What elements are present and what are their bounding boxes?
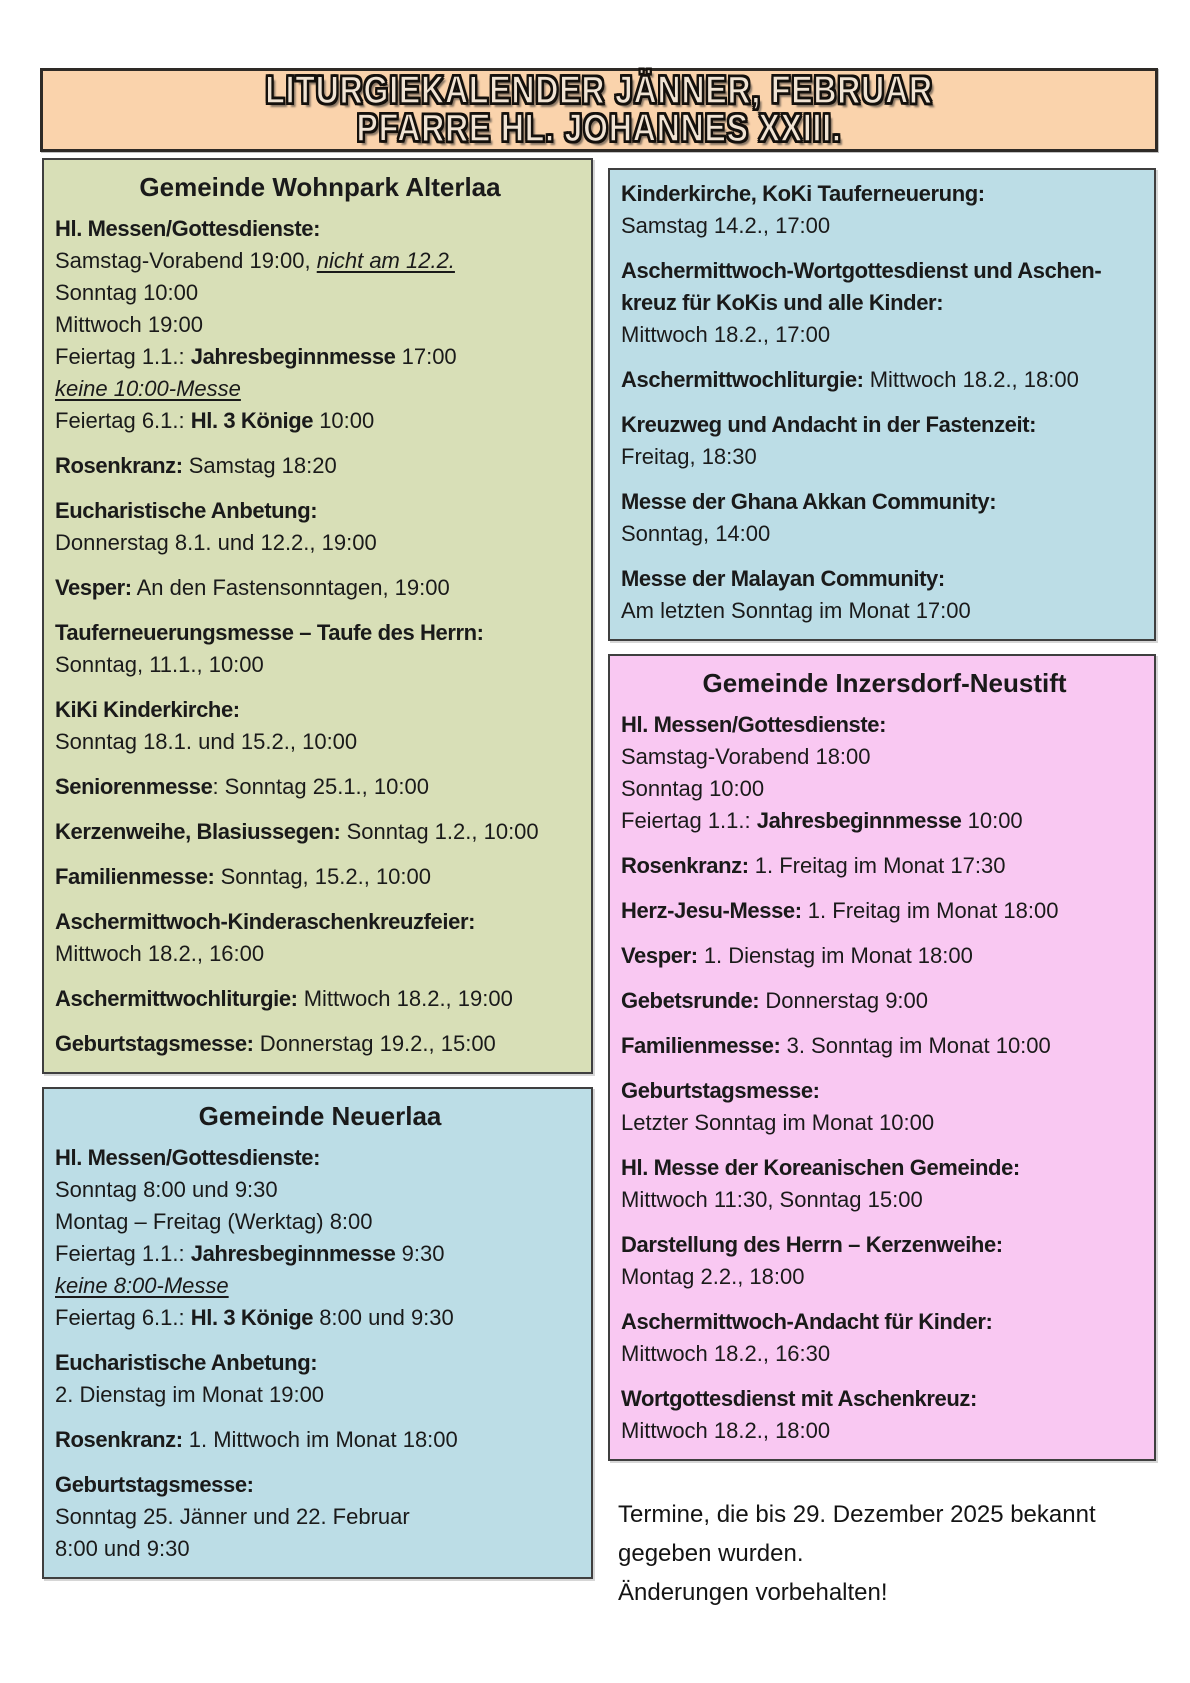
schedule-line (55, 1302, 585, 1334)
schedule-line (55, 1533, 585, 1565)
schedule-line (621, 563, 1148, 595)
box-gemeinde-neuerlaa (42, 1087, 593, 1579)
schedule-line (55, 1469, 585, 1501)
schedule-entry (55, 450, 585, 482)
schedule-line (621, 441, 1148, 473)
text-segment: 17:00 (395, 344, 457, 369)
text-segment: Rosenkranz: (621, 853, 749, 878)
schedule-entry (621, 178, 1148, 242)
box-entries (55, 213, 585, 1060)
text-segment: Sonntag 18.1. und 15.2., 10:00 (55, 729, 358, 754)
text-segment: Donnerstag 9:00 (759, 988, 929, 1013)
schedule-line (55, 1270, 585, 1302)
text-segment: Mittwoch 18.2., 16:00 (55, 941, 265, 966)
text-segment: Donnerstag 8.1. und 12.2., 19:00 (55, 530, 377, 555)
text-segment: Freitag, 18:30 (621, 444, 757, 469)
text-segment: Sonntag 8:00 und 9:30 (55, 1177, 278, 1202)
text-segment: Sonntag 10:00 (621, 776, 765, 801)
schedule-entry (55, 617, 585, 681)
text-segment: Kinderkirche, KoKi Tauferneuerung: (621, 181, 985, 206)
header-title-line1: LITURGIEKALENDER JÄNNER, FEBRUAR (265, 69, 933, 112)
box-kinderkirche-koki (608, 168, 1156, 641)
text-segment: Rosenkranz: (55, 453, 183, 478)
schedule-line (55, 1379, 585, 1411)
text-segment: Aschermittwochliturgie: (621, 367, 864, 392)
text-segment: Aschermittwoch-Wortgottesdienst und Aschen- (621, 258, 1102, 283)
schedule-entry (55, 1028, 585, 1060)
schedule-line (621, 486, 1148, 518)
text-segment: Aschermittwochliturgie: (55, 986, 298, 1011)
text-segment: Tauferneuerungsmesse – Taufe des Herrn: (55, 620, 484, 645)
text-segment: Mittwoch 11:30, Sonntag 15:00 (621, 1187, 923, 1212)
box-gemeinde-wohnpark-alterlaa (42, 158, 593, 1074)
text-segment: Mittwoch 19:00 (55, 312, 203, 337)
schedule-line (621, 985, 1148, 1017)
text-segment: Mittwoch 18.2., 18:00 (863, 367, 1079, 392)
text-segment: Gebetsrunde: (621, 988, 760, 1013)
text-segment: Hl. Messen/Gottesdienste: (55, 216, 321, 241)
text-segment: 1. Dienstag im Monat 18:00 (697, 943, 973, 968)
text-segment: Montag – Freitag (Werktag) 8:00 (55, 1209, 373, 1234)
schedule-line (621, 1383, 1148, 1415)
text-segment: Hl. Messen/Gottesdienste: (621, 712, 887, 737)
schedule-line (55, 649, 585, 681)
text-segment: Vesper: (621, 943, 698, 968)
text-segment: Feiertag 1.1.: (55, 344, 191, 369)
text-segment: Hl. 3 Könige (190, 1305, 314, 1330)
schedule-line (621, 518, 1148, 550)
schedule-line (621, 409, 1148, 441)
schedule-entry (55, 1142, 585, 1334)
schedule-line (621, 287, 1148, 319)
schedule-line (55, 1238, 585, 1270)
schedule-entry (55, 816, 585, 848)
schedule-entry (621, 364, 1148, 396)
text-segment: 3. Sonntag im Monat 10:00 (780, 1033, 1051, 1058)
text-segment: Kerzenweihe, Blasiussegen: (55, 819, 341, 844)
text-segment: Sonntag 10:00 (55, 280, 199, 305)
schedule-entry (621, 940, 1148, 972)
schedule-line (55, 617, 585, 649)
schedule-entry (621, 409, 1148, 473)
text-segment: Hl. Messen/Gottesdienste: (55, 1145, 321, 1170)
text-segment: Sonntag, 11.1., 10:00 (55, 652, 264, 677)
text-segment: Samstag 18:20 (182, 453, 337, 478)
schedule-line (55, 1501, 585, 1533)
text-segment: Eucharistische Anbetung: (55, 498, 318, 523)
text-segment: 10:00 (961, 808, 1023, 833)
text-segment: Kreuzweg und Andacht in der Fastenzeit: (621, 412, 1037, 437)
text-segment: nicht am 12.2. (316, 248, 455, 273)
text-segment: Darstellung des Herrn – Kerzenweihe: (621, 1232, 1003, 1257)
text-segment: Samstag-Vorabend 18:00 (621, 744, 871, 769)
text-segment: Messe der Malayan Community: (621, 566, 945, 591)
left-column (42, 158, 593, 1579)
schedule-entry (55, 694, 585, 758)
text-segment: Am letzten Sonntag im Monat 17:00 (621, 598, 971, 623)
text-segment: Seniorenmesse (55, 774, 213, 799)
schedule-line (55, 1174, 585, 1206)
text-segment: Feiertag 6.1.: (55, 1305, 191, 1330)
text-segment: 2. Dienstag im Monat 19:00 (55, 1382, 325, 1407)
schedule-line (55, 309, 585, 341)
text-segment: Samstag 14.2., 17:00 (621, 213, 831, 238)
text-segment: Hl. Messe der Koreanischen Gemeinde: (621, 1155, 1020, 1180)
text-segment: Vesper: (55, 575, 132, 600)
text-segment: Sonntag, 14:00 (621, 521, 771, 546)
schedule-line (55, 245, 585, 277)
header-title (265, 69, 933, 150)
schedule-line (621, 773, 1148, 805)
text-segment: Rosenkranz: (55, 1427, 183, 1452)
box-title-wohnpark-alterlaa: Gemeinde Wohnpark Alterlaa (139, 172, 501, 202)
text-segment: Aschermittwoch-Andacht für Kinder: (621, 1309, 993, 1334)
schedule-entry (621, 1152, 1148, 1216)
schedule-entry (621, 895, 1148, 927)
schedule-line (621, 1229, 1148, 1261)
text-segment: Montag 2.2., 18:00 (621, 1264, 805, 1289)
schedule-line (55, 1347, 585, 1379)
schedule-line (621, 1152, 1148, 1184)
box-entries (621, 709, 1148, 1447)
text-segment: Hl. 3 Könige (190, 408, 314, 433)
text-segment: keine 8:00-Messe (55, 1273, 229, 1298)
schedule-entry (621, 486, 1148, 550)
schedule-line (55, 1424, 585, 1456)
schedule-line (55, 527, 585, 559)
schedule-entry (55, 213, 585, 437)
text-segment: KiKi Kinderkirche: (55, 697, 240, 722)
schedule-entry (621, 1229, 1148, 1293)
text-segment: Geburtstagsmesse: (55, 1031, 254, 1056)
text-segment: Feiertag 1.1.: (621, 808, 757, 833)
text-segment: Sonntag 25. Jänner und 22. Februar (55, 1504, 410, 1529)
schedule-line (621, 1075, 1148, 1107)
schedule-line (621, 1338, 1148, 1370)
schedule-line (55, 277, 585, 309)
schedule-entry (55, 771, 585, 803)
text-segment: Sonntag 1.2., 10:00 (340, 819, 539, 844)
schedule-entry (621, 985, 1148, 1017)
footer-note (608, 1495, 1156, 1612)
schedule-line (55, 1142, 585, 1174)
schedule-line (621, 895, 1148, 927)
schedule-line (621, 178, 1148, 210)
schedule-line (621, 1107, 1148, 1139)
schedule-line (621, 595, 1148, 627)
text-segment: 8:00 und 9:30 (313, 1305, 454, 1330)
schedule-entry (621, 1030, 1148, 1062)
box-title-inzersdorf-neustift: Gemeinde Inzersdorf-Neustift (702, 668, 1067, 698)
schedule-line (55, 1028, 585, 1060)
text-segment: : Sonntag 25.1., 10:00 (212, 774, 429, 799)
schedule-line (621, 709, 1148, 741)
box-entries (621, 178, 1148, 627)
schedule-entry (55, 906, 585, 970)
text-segment: Feiertag 6.1.: (55, 408, 191, 433)
schedule-entry (55, 572, 585, 604)
schedule-line (55, 983, 585, 1015)
text-segment: 10:00 (313, 408, 375, 433)
schedule-entry (621, 563, 1148, 627)
text-segment: Geburtstagsmesse: (55, 1472, 254, 1497)
text-segment: Mittwoch 18.2., 19:00 (297, 986, 513, 1011)
schedule-entry (55, 1469, 585, 1565)
text-segment: Letzter Sonntag im Monat 10:00 (621, 1110, 935, 1135)
box-title-neuerlaa: Gemeinde Neuerlaa (198, 1101, 442, 1131)
schedule-line (55, 906, 585, 938)
header-banner (40, 68, 1158, 152)
schedule-line (621, 210, 1148, 242)
schedule-line (55, 213, 585, 245)
schedule-entry (621, 1075, 1148, 1139)
text-segment: Familienmesse: (621, 1033, 781, 1058)
text-segment: Geburtstagsmesse: (621, 1078, 820, 1103)
schedule-entry (621, 255, 1148, 351)
schedule-line (55, 861, 585, 893)
schedule-line (55, 726, 585, 758)
schedule-line (621, 1184, 1148, 1216)
text-segment: 1. Freitag im Monat 18:00 (801, 898, 1059, 923)
text-segment: Mittwoch 18.2., 16:30 (621, 1341, 831, 1366)
text-segment: Eucharistische Anbetung: (55, 1350, 318, 1375)
schedule-line (621, 850, 1148, 882)
schedule-line (55, 341, 585, 373)
schedule-entry (55, 983, 585, 1015)
text-segment: 1. Mittwoch im Monat 18:00 (182, 1427, 458, 1452)
schedule-line (621, 1261, 1148, 1293)
schedule-entry (55, 861, 585, 893)
schedule-line (621, 805, 1148, 837)
schedule-line (55, 694, 585, 726)
schedule-line (55, 495, 585, 527)
schedule-entry (55, 1424, 585, 1456)
text-segment: 8:00 und 9:30 (55, 1536, 190, 1561)
text-segment: Feiertag 1.1.: (55, 1241, 191, 1266)
schedule-line (55, 938, 585, 970)
text-segment: An den Fastensonntagen, 19:00 (131, 575, 450, 600)
footer-line: gegeben wurden. (618, 1540, 804, 1567)
schedule-line (621, 1030, 1148, 1062)
text-segment: Messe der Ghana Akkan Community: (621, 489, 997, 514)
schedule-line (55, 405, 585, 437)
schedule-line (55, 771, 585, 803)
header-title-line2: PFARRE HL. JOHANNES XXIII. (356, 107, 842, 150)
schedule-entry (55, 495, 585, 559)
schedule-entry (621, 1306, 1148, 1370)
schedule-line (55, 572, 585, 604)
schedule-line (55, 450, 585, 482)
footer-line: Änderungen vorbehalten! (618, 1579, 888, 1606)
text-segment: keine 10:00-Messe (55, 376, 241, 401)
text-segment: 9:30 (395, 1241, 445, 1266)
footer-line: Termine, die bis 29. Dezember 2025 bekannt (618, 1501, 1096, 1528)
schedule-line (55, 1206, 585, 1238)
text-segment: Mittwoch 18.2., 17:00 (621, 322, 831, 347)
schedule-line (621, 364, 1148, 396)
schedule-entry (621, 709, 1148, 837)
schedule-line (621, 319, 1148, 351)
schedule-entry (621, 1383, 1148, 1447)
schedule-entry (55, 1347, 585, 1411)
schedule-line (621, 1415, 1148, 1447)
box-entries (55, 1142, 585, 1565)
text-segment: Jahresbeginnmesse (190, 344, 396, 369)
text-segment: Aschermittwoch-Kinderaschenkreuzfeier: (55, 909, 476, 934)
schedule-line (621, 255, 1148, 287)
text-segment: Sonntag, 15.2., 10:00 (214, 864, 431, 889)
text-segment: Jahresbeginnmesse (190, 1241, 396, 1266)
text-segment: Mittwoch 18.2., 18:00 (621, 1418, 831, 1443)
text-segment: Herz-Jesu-Messe: (621, 898, 802, 923)
right-column (608, 158, 1156, 1612)
schedule-line (621, 1306, 1148, 1338)
text-segment: Donnerstag 19.2., 15:00 (253, 1031, 496, 1056)
schedule-line (55, 373, 585, 405)
text-segment: kreuz für KoKis und alle Kinder: (621, 290, 944, 315)
schedule-entry (621, 850, 1148, 882)
schedule-line (621, 940, 1148, 972)
text-segment: Jahresbeginnmesse (756, 808, 962, 833)
text-segment: Wortgottesdienst mit Aschenkreuz: (621, 1386, 977, 1411)
content-columns (42, 158, 1156, 1612)
text-segment: Familienmesse: (55, 864, 215, 889)
schedule-line (621, 741, 1148, 773)
text-segment: Samstag-Vorabend 19:00, (55, 248, 317, 273)
schedule-line (55, 816, 585, 848)
text-segment: 1. Freitag im Monat 17:30 (748, 853, 1006, 878)
box-gemeinde-inzersdorf-neustift (608, 654, 1156, 1461)
